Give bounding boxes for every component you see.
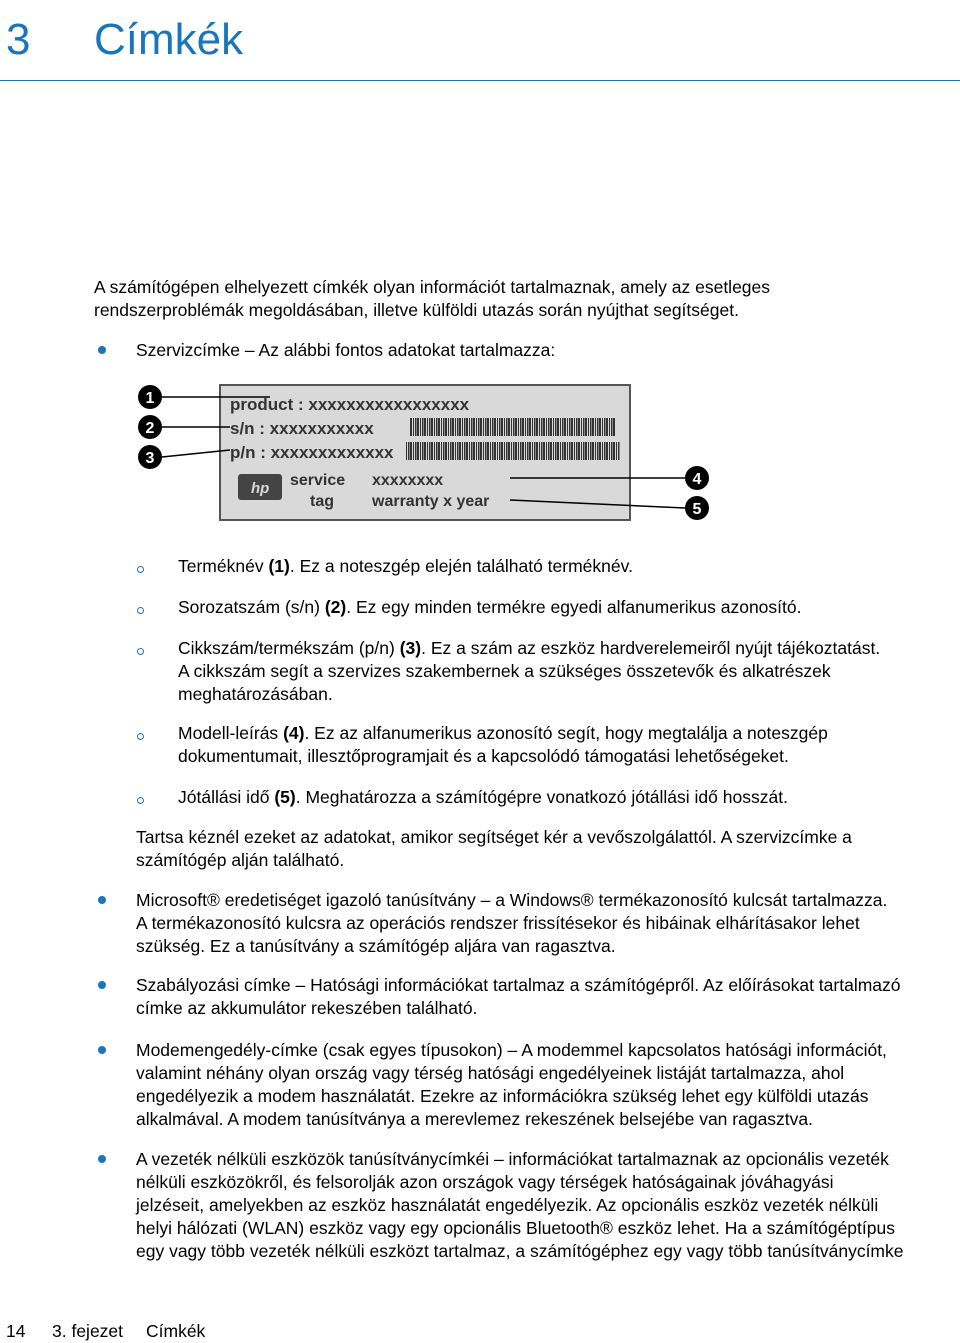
- page-number: 14: [6, 1321, 26, 1341]
- sub-bullet-ring: [137, 566, 144, 573]
- bullet-dot: [98, 1046, 106, 1054]
- service-tag-note: Tartsa kéznél ezeket az adatokat, amikor segítséget kér a vevőszolgálattól. A szervizcímke a számítógép alján található.: [136, 827, 852, 870]
- bullet-dot: [98, 896, 106, 904]
- service-tag-illustration: [130, 380, 730, 530]
- label-sn-line: s/n : xxxxxxxxxxx: [230, 419, 374, 438]
- barcode-sn: [410, 418, 615, 436]
- svg-text:5: 5: [692, 501, 702, 518]
- footer-chapter: 3. fejezet: [52, 1321, 124, 1341]
- label-tag-text: tag: [310, 493, 334, 510]
- bullet-modem-label: Modemengedély-címke (csak egyes típusokon) – A modemmel kapcsolatos hatósági információt, valamint néhány olyan ország vagy térség hatósági engedélyeinek listáját tartalmazza, ahol engedélyezik a modem használatát. Ezekre az információkra szükség lehet egy külföldi utazás alkalmával. A modem tanúsítványa a merevlemez rekeszének belsejébe van ragasztva.: [136, 1040, 887, 1129]
- service-tag-heading: Szervizcímke – Az alábbi fontos adatokat tartalmazza:: [136, 340, 556, 360]
- svg-text:3: 3: [145, 450, 155, 467]
- label-service-text: service: [290, 472, 346, 489]
- hp-logo-text: hp: [251, 480, 270, 497]
- sub-bullet-ring: [137, 733, 144, 740]
- sub-bullet-ring: [137, 607, 144, 614]
- label-product-line: product : xxxxxxxxxxxxxxxxx: [230, 395, 470, 414]
- chapter-number: 3: [6, 15, 31, 64]
- sub-item-serial: Sorozatszám (s/n) (2). Ez egy minden termékre egyedi alfanumerikus azonosító.: [178, 597, 802, 617]
- svg-text:4: 4: [692, 471, 702, 488]
- footer-title: Címkék: [146, 1321, 206, 1341]
- label-pn-line: p/n : xxxxxxxxxxxxx: [230, 443, 394, 462]
- sub-item-part-number: Cikkszám/termékszám (p/n) (3). Ez a szám az eszköz hardverelemeiről nyújt tájékoztatást. A cikkszám segít a szervizes szakembernek a szükséges összetevők és alkatrészek meghatározásában.: [178, 638, 881, 704]
- callout-4: [685, 466, 709, 490]
- svg-text:2: 2: [145, 420, 155, 437]
- callout-2: [138, 415, 162, 439]
- sub-bullet-ring: [137, 648, 144, 655]
- svg-text:1: 1: [145, 390, 155, 407]
- chapter-heading: Címkék: [94, 15, 244, 64]
- bullet-dot: [98, 981, 106, 989]
- sub-bullet-ring: [137, 797, 144, 804]
- chapter-rule: [0, 80, 960, 81]
- bullet-microsoft-certificate: Microsoft® eredetiséget igazoló tanúsítvány – a Windows® termékazonosító kulcsát tartalmazza. A termékazonosító kulcsra az operációs rendszer frissítésekor és hibáinak elhárításakor lehet szükség. Ez a tanúsítvány a számítógép aljára van ragasztva.: [136, 890, 888, 956]
- bullet-regulatory-label: Szabályozási címke – Hatósági információkat tartalmaz a számítógépről. Az előírásokat tartalmazó címke az akkumulátor rekeszében található.: [136, 975, 901, 1018]
- sub-item-model: Modell-leírás (4). Ez az alfanumerikus azonosító segít, hogy megtalálja a noteszgép dokumentumait, illesztőprogramjait és a kapcsolódó támogatási lehetőségeket.: [178, 723, 828, 766]
- bullet-wireless-labels: A vezeték nélküli eszközök tanúsítványcímkéi – információkat tartalmaznak az opcionális vezeték nélküli eszközökről, és felsorolják azon országok vagy térségek hatóságainak jóváhagyási jelzéseit, amelyekben az eszköz használatát engedélyezik. Az opcionális eszköz vezeték nélküli helyi hálózati (WLAN) eszköz vagy egy opcionális Bluetooth® eszköz lehet. Ha a számítógéptípus egy vagy több vezeték nélküli eszközt tartalmaz, a számítógéphez egy vagy több tanúsítványcímke: [136, 1149, 904, 1261]
- bullet-dot: [98, 1155, 106, 1163]
- callout-5: [685, 496, 709, 520]
- chapter-title: [0, 0, 960, 80]
- sub-item-product: Terméknév (1). Ez a noteszgép elején található terméknév.: [178, 556, 633, 576]
- label-warranty-text: warranty x year: [372, 493, 490, 510]
- barcode-pn: [405, 442, 620, 460]
- callout-1: [138, 385, 162, 409]
- callout-3: [138, 445, 162, 469]
- sub-item-warranty: Jótállási idő (5). Meghatározza a számítógépre vonatkozó jótállási idő hosszát.: [178, 787, 788, 807]
- label-warranty-code: xxxxxxxx: [372, 472, 444, 489]
- bullet-dot: [98, 346, 106, 354]
- intro-paragraph: A számítógépen elhelyezett címkék olyan információt tartalmaznak, amely az esetleges rendszerproblémák megoldásában, illetve külföldi utazás során nyújthat segítséget.: [94, 277, 771, 320]
